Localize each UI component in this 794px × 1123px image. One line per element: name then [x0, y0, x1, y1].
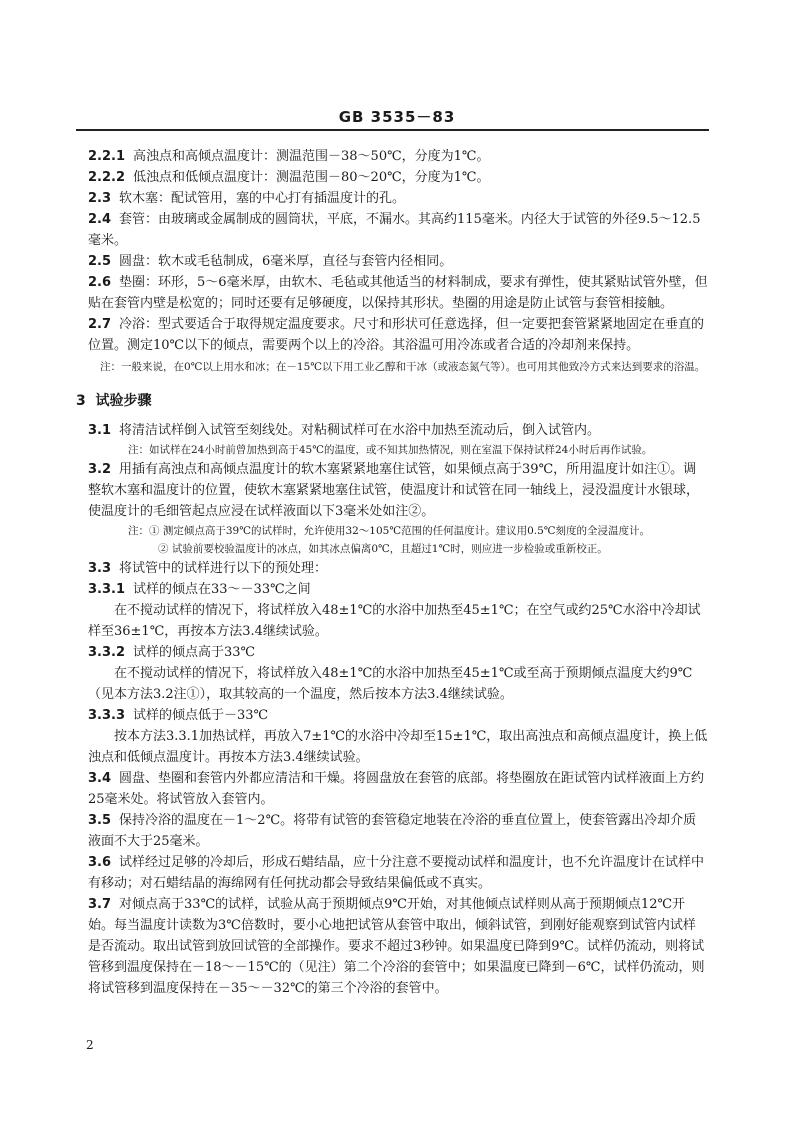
section-title: 试验步骤 — [95, 393, 152, 409]
item-2-2-2 — [88, 167, 708, 188]
item-title: 试样的倾点高于33℃ — [133, 645, 256, 660]
item-3-3-2-title — [88, 642, 708, 663]
item-text: 用插有高浊点和高倾点温度计的软木塞紧紧地塞住试管，如果倾点高于39℃，所用温度计如注①。调整软木塞和温度计的位置，使软木塞紧紧地塞住试管，使温度计和试管在同一轴线上，浸没温度计水银球，使温度计的毛细管起点应浸在试样液面以下3毫米处如注②。 — [88, 462, 700, 519]
item-2-7 — [88, 314, 708, 356]
item-text: 将试管中的试样进行以下的预处理： — [119, 561, 328, 576]
item-3-3-3-title — [88, 705, 708, 726]
item-text: 对倾点高于33℃的试样，试验从高于预期倾点9℃开始，对其他倾点试样则从高于预期倾点12℃开始。每当温度计读数为3℃倍数时，要小心地把试管从套管中取出，倾斜试管，到刚好能观察到试管内试样是否流动。取出试管到放回试管的全部操作。要求不超过3秒钟。如果温度已降到9℃。试样仍流动，则将试管移到温度保持在－18～－15℃的（见注）第二个冷浴的套管中；如果温度已降到－6℃，试样仍流动，则将试管移到温度保持在－35～－32℃的第三个冷浴的套管中。 — [88, 897, 705, 996]
item-number: 2.4 — [88, 212, 112, 227]
item-number: 2.2.2 — [88, 170, 126, 185]
item-text: 将清洁试样倒入试管至刻线处。对粘稠试样可在水浴中加热至流动后，倒入试管内。 — [119, 423, 601, 438]
item-number: 2.2.1 — [88, 149, 126, 164]
item-3-1 — [88, 420, 708, 441]
item-number: 3.6 — [88, 855, 112, 870]
note-3-2-b: ② 试验前要校验温度计的冰点，如其冰点偏离0℃，且超过1℃时，则应进一步检验或重新校正。 — [158, 543, 608, 555]
item-number: 3.3.1 — [88, 582, 126, 597]
item-number: 3.4 — [88, 771, 112, 786]
item-2-2-1 — [88, 146, 708, 167]
note-2-7: 注：一般来说，在0℃以上用水和冰；在－15℃以下用工业乙醇和干冰（或液态氮气等）。也可用其他致冷方式来达到要求的浴温。 — [100, 361, 706, 373]
item-text: 圆盘：软木或毛毡制成，6毫米厚，直径与套管内径相同。 — [119, 254, 453, 269]
item-3-3-1-text: 在不搅动试样的情况下，将试样放入48±1℃的水浴中加热至45±1℃；在空气或约25℃水浴中冷却试样至36±1℃，再按本方法3.4继续试验。 — [88, 603, 701, 639]
header-rule — [76, 129, 709, 131]
item-2-3 — [88, 188, 708, 209]
item-3-4 — [88, 768, 708, 810]
item-number: 3.2 — [88, 462, 112, 477]
item-number: 3.3.3 — [88, 708, 126, 723]
item-3-2 — [88, 459, 708, 522]
item-3-5 — [88, 810, 708, 852]
item-3-3-3-text: 按本方法3.3.1加热试样，再放入7±1℃的水浴中冷却至15±1℃，取出高浊点和高倾点温度计，换上低浊点和低倾点温度计。再按本方法3.4继续试验。 — [88, 729, 708, 765]
item-3-7 — [88, 894, 708, 999]
item-number: 2.5 — [88, 254, 112, 269]
item-text: 圆盘、垫圈和套管内外都应清洁和干燥。将圆盘放在套管的底部。将垫圈放在距试管内试样液面上方约25毫米处。将试管放入套管内。 — [88, 771, 705, 807]
section-number: 3 — [76, 393, 86, 409]
item-3-3 — [88, 558, 708, 579]
item-2-6 — [88, 272, 708, 314]
section-3-heading — [76, 390, 708, 412]
item-2-5 — [88, 251, 708, 272]
item-3-6 — [88, 852, 708, 894]
item-number: 2.6 — [88, 275, 112, 290]
item-text: 试样经过足够的冷却后，形成石蜡结晶，应十分注意不要搅动试样和温度计，也不允许温度计在试样中有移动；对石蜡结晶的海绵网有任何扰动都会导致结果偏低或不真实。 — [88, 855, 705, 891]
item-title: 试样的倾点在33～－33℃之间 — [133, 582, 311, 597]
item-text: 低浊点和低倾点温度计：测温范围－80～20℃，分度为1℃。 — [133, 170, 490, 185]
item-text: 垫圈：环形，5～6毫米厚，由软木、毛毡或其他适当的材料制成，要求有弹性，使其紧贴试管外壁，但贴在套管内壁是松宽的；同时还要有足够硬度，以保持其形状。垫圈的用途是防止试管与套管相接触。 — [88, 275, 708, 311]
item-text: 高浊点和高倾点温度计：测温范围－38～50℃，分度为1℃。 — [133, 149, 490, 164]
item-text: 冷浴：型式要适合于取得规定温度要求。尺寸和形状可任意选择，但一定要把套管紧紧地固定在垂直的位置。测定10℃以下的倾点，需要两个以上的冷浴。其浴温可用冷冻或者合适的冷却剂来保持。 — [88, 317, 705, 353]
item-number: 2.7 — [88, 317, 112, 332]
note-3-1: 注：如试样在24小时前曾加热到高于45℃的温度，或不知其加热情况，则在室温下保持试样24小时后再作试验。 — [128, 444, 653, 456]
item-2-4 — [88, 209, 708, 251]
item-number: 3.1 — [88, 423, 112, 438]
item-number: 3.7 — [88, 897, 112, 912]
item-3-3-1-title — [88, 579, 708, 600]
item-text: 套管：由玻璃或金属制成的圆筒状，平底，不漏水。其高约115毫米。内径大于试管的外径9.5～12.5毫米。 — [88, 212, 701, 248]
item-3-3-2-text: 在不搅动试样的情况下，将试样放入48±1℃的水浴中加热至45±1℃或至高于预期倾点温度大约9℃（见本方法3.2注①），取其较高的一个温度，然后按本方法3.4继续试验。 — [88, 666, 693, 702]
item-title: 试样的倾点低于－33℃ — [133, 708, 269, 723]
item-number: 3.5 — [88, 813, 112, 828]
standard-header: GB 3535－83 — [338, 108, 456, 126]
item-text: 软木塞：配试管用，塞的中心打有插温度计的孔。 — [119, 191, 406, 206]
note-3-2-a: 注：① 测定倾点高于39℃的试样时，允许使用32～105℃范围的任何温度计。建议用0.5℃刻度的全浸温度计。 — [128, 525, 651, 537]
item-text: 保持冷浴的温度在－1～2℃。将带有试管的套管稳定地装在冷浴的垂直位置上，使套管露出冷却介质液面不大于25毫米。 — [88, 813, 697, 849]
item-number: 3.3.2 — [88, 645, 126, 660]
item-number: 3.3 — [88, 561, 112, 576]
document-body — [76, 146, 708, 999]
page-number: 2 — [86, 1038, 94, 1052]
item-number: 2.3 — [88, 191, 112, 206]
